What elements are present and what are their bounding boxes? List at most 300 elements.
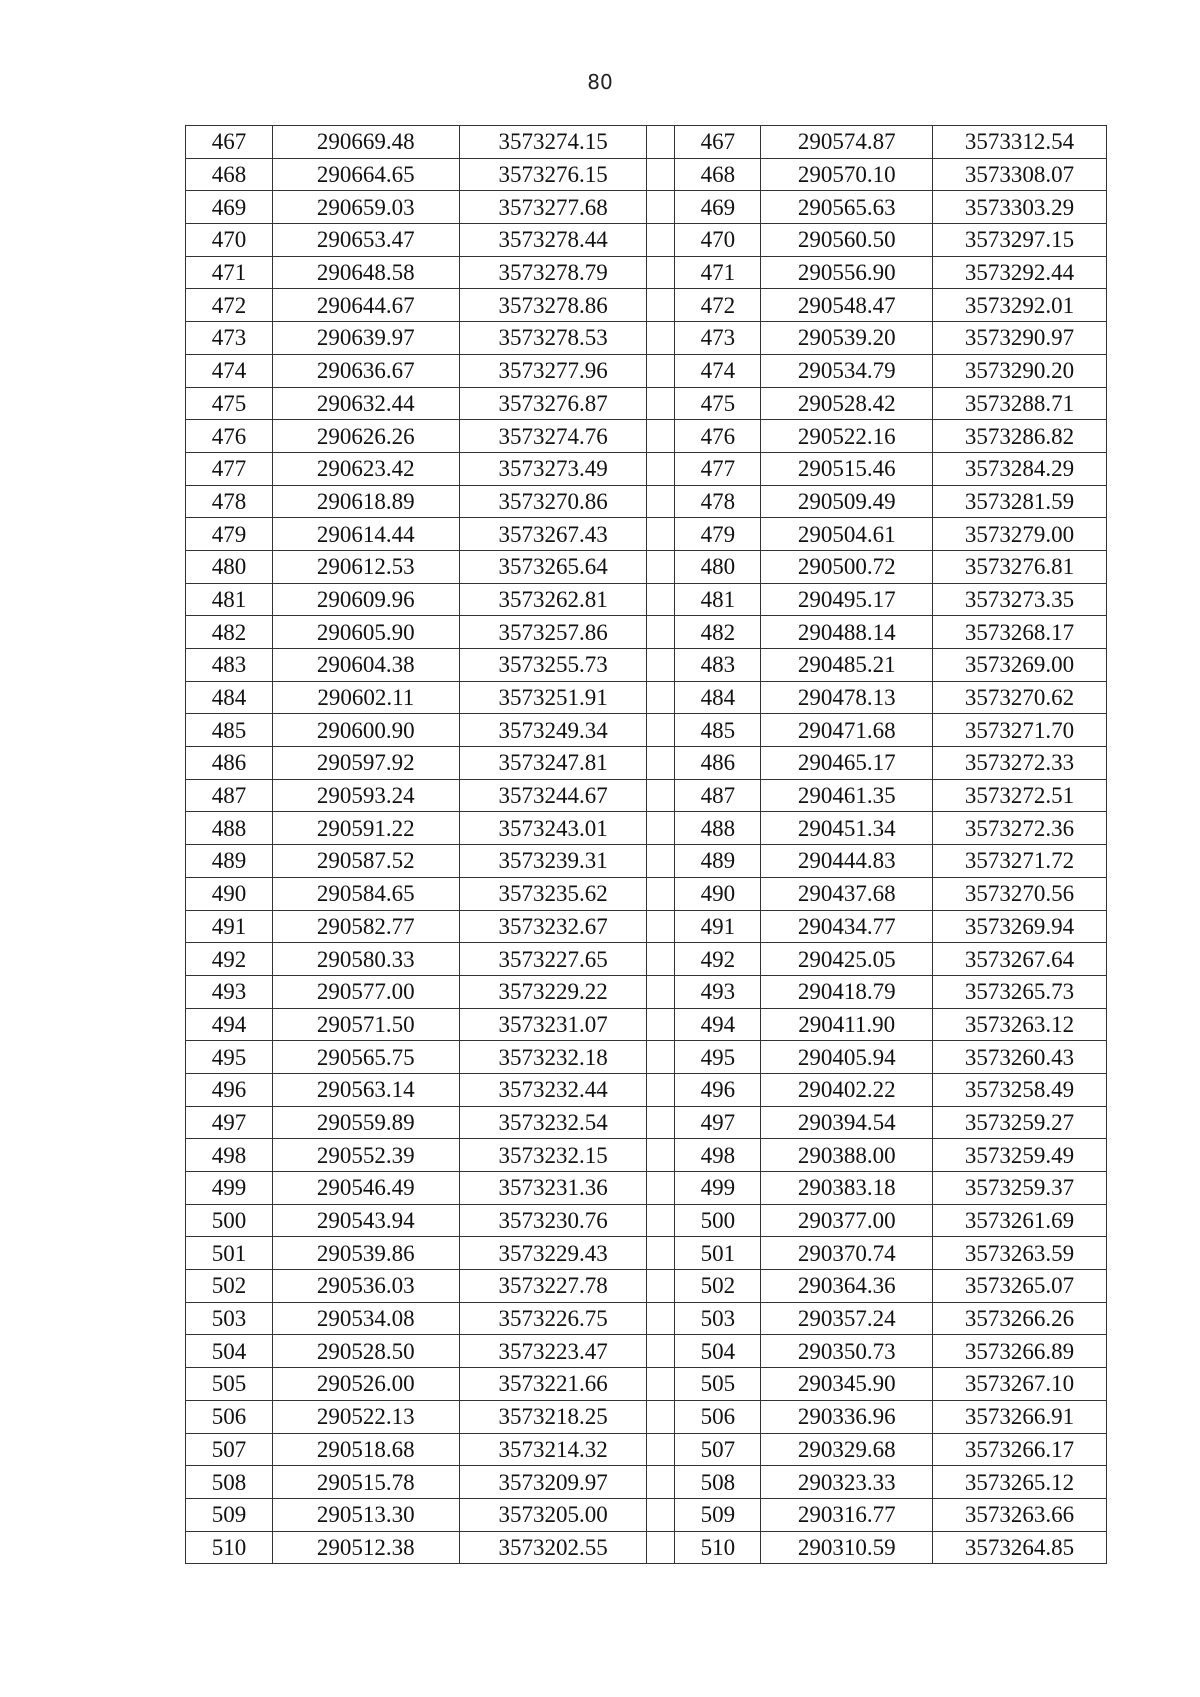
spacer-cell <box>647 1041 675 1074</box>
point-number-right: 472 <box>675 289 761 322</box>
x-coordinate-left: 290565.75 <box>272 1041 459 1074</box>
point-number-right: 489 <box>675 845 761 878</box>
point-number-right: 478 <box>675 485 761 518</box>
x-coordinate-right: 290357.24 <box>761 1302 933 1335</box>
y-coordinate-right: 3573266.26 <box>933 1302 1107 1335</box>
spacer-cell <box>647 1433 675 1466</box>
table-row <box>186 485 1107 518</box>
x-coordinate-left: 290648.58 <box>272 256 459 289</box>
y-coordinate-left: 3573243.01 <box>459 812 647 845</box>
point-number-right: 506 <box>675 1400 761 1433</box>
point-number-right: 497 <box>675 1106 761 1139</box>
x-coordinate-right: 290444.83 <box>761 845 933 878</box>
spacer-cell <box>647 1531 675 1564</box>
spacer-cell <box>647 289 675 322</box>
x-coordinate-right: 290402.22 <box>761 1073 933 1106</box>
point-number-right: 490 <box>675 877 761 910</box>
point-number-right: 473 <box>675 322 761 355</box>
y-coordinate-left: 3573278.86 <box>459 289 647 322</box>
point-number-right: 474 <box>675 354 761 387</box>
spacer-cell <box>647 550 675 583</box>
spacer-cell <box>647 224 675 257</box>
x-coordinate-right: 290451.34 <box>761 812 933 845</box>
spacer-cell <box>647 943 675 976</box>
point-number-right: 485 <box>675 714 761 747</box>
x-coordinate-left: 290626.26 <box>272 420 459 453</box>
y-coordinate-right: 3573265.73 <box>933 975 1107 1008</box>
point-number-right: 471 <box>675 256 761 289</box>
point-number-right: 483 <box>675 649 761 682</box>
x-coordinate-right: 290522.16 <box>761 420 933 453</box>
x-coordinate-right: 290425.05 <box>761 943 933 976</box>
x-coordinate-right: 290471.68 <box>761 714 933 747</box>
point-number-right: 488 <box>675 812 761 845</box>
y-coordinate-left: 3573247.81 <box>459 747 647 780</box>
spacer-cell <box>647 485 675 518</box>
x-coordinate-left: 290582.77 <box>272 910 459 943</box>
y-coordinate-left: 3573255.73 <box>459 649 647 682</box>
spacer-cell <box>647 812 675 845</box>
point-number-right: 467 <box>675 126 761 159</box>
y-coordinate-left: 3573232.18 <box>459 1041 647 1074</box>
y-coordinate-right: 3573303.29 <box>933 191 1107 224</box>
point-number-left: 502 <box>186 1270 273 1303</box>
y-coordinate-left: 3573227.65 <box>459 943 647 976</box>
point-number-right: 487 <box>675 779 761 812</box>
y-coordinate-right: 3573259.27 <box>933 1106 1107 1139</box>
y-coordinate-right: 3573272.36 <box>933 812 1107 845</box>
x-coordinate-left: 290563.14 <box>272 1073 459 1106</box>
x-coordinate-left: 290536.03 <box>272 1270 459 1303</box>
y-coordinate-right: 3573265.07 <box>933 1270 1107 1303</box>
x-coordinate-left: 290602.11 <box>272 681 459 714</box>
x-coordinate-right: 290565.63 <box>761 191 933 224</box>
x-coordinate-left: 290639.97 <box>272 322 459 355</box>
y-coordinate-left: 3573231.07 <box>459 1008 647 1041</box>
table-row <box>186 1335 1107 1368</box>
x-coordinate-left: 290653.47 <box>272 224 459 257</box>
x-coordinate-right: 290434.77 <box>761 910 933 943</box>
y-coordinate-right: 3573264.85 <box>933 1531 1107 1564</box>
y-coordinate-left: 3573202.55 <box>459 1531 647 1564</box>
y-coordinate-right: 3573308.07 <box>933 158 1107 191</box>
x-coordinate-right: 290388.00 <box>761 1139 933 1172</box>
x-coordinate-right: 290534.79 <box>761 354 933 387</box>
table-row <box>186 1400 1107 1433</box>
point-number-left: 476 <box>186 420 273 453</box>
point-number-left: 505 <box>186 1368 273 1401</box>
y-coordinate-left: 3573244.67 <box>459 779 647 812</box>
table-row <box>186 1466 1107 1499</box>
y-coordinate-right: 3573286.82 <box>933 420 1107 453</box>
spacer-cell <box>647 616 675 649</box>
table-row <box>186 1498 1107 1531</box>
point-number-left: 468 <box>186 158 273 191</box>
x-coordinate-right: 290418.79 <box>761 975 933 1008</box>
y-coordinate-left: 3573223.47 <box>459 1335 647 1368</box>
x-coordinate-right: 290515.46 <box>761 452 933 485</box>
spacer-cell <box>647 1270 675 1303</box>
table-row <box>186 387 1107 420</box>
x-coordinate-left: 290593.24 <box>272 779 459 812</box>
y-coordinate-right: 3573266.91 <box>933 1400 1107 1433</box>
x-coordinate-left: 290512.38 <box>272 1531 459 1564</box>
point-number-right: 486 <box>675 747 761 780</box>
table-row <box>186 1368 1107 1401</box>
y-coordinate-right: 3573284.29 <box>933 452 1107 485</box>
y-coordinate-right: 3573269.94 <box>933 910 1107 943</box>
x-coordinate-left: 290559.89 <box>272 1106 459 1139</box>
x-coordinate-right: 290323.33 <box>761 1466 933 1499</box>
x-coordinate-left: 290571.50 <box>272 1008 459 1041</box>
point-number-left: 483 <box>186 649 273 682</box>
point-number-left: 496 <box>186 1073 273 1106</box>
y-coordinate-left: 3573227.78 <box>459 1270 647 1303</box>
y-coordinate-left: 3573251.91 <box>459 681 647 714</box>
table-row <box>186 322 1107 355</box>
point-number-left: 481 <box>186 583 273 616</box>
spacer-cell <box>647 1139 675 1172</box>
table-row <box>186 1172 1107 1205</box>
spacer-cell <box>647 1368 675 1401</box>
x-coordinate-right: 290377.00 <box>761 1204 933 1237</box>
table-row <box>186 1237 1107 1270</box>
x-coordinate-left: 290577.00 <box>272 975 459 1008</box>
y-coordinate-left: 3573239.31 <box>459 845 647 878</box>
y-coordinate-right: 3573281.59 <box>933 485 1107 518</box>
y-coordinate-left: 3573221.66 <box>459 1368 647 1401</box>
point-number-left: 482 <box>186 616 273 649</box>
y-coordinate-left: 3573226.75 <box>459 1302 647 1335</box>
table-row <box>186 1531 1107 1564</box>
x-coordinate-right: 290560.50 <box>761 224 933 257</box>
point-number-left: 504 <box>186 1335 273 1368</box>
x-coordinate-left: 290605.90 <box>272 616 459 649</box>
x-coordinate-right: 290345.90 <box>761 1368 933 1401</box>
y-coordinate-left: 3573214.32 <box>459 1433 647 1466</box>
point-number-right: 475 <box>675 387 761 420</box>
x-coordinate-left: 290528.50 <box>272 1335 459 1368</box>
y-coordinate-left: 3573276.87 <box>459 387 647 420</box>
point-number-right: 493 <box>675 975 761 1008</box>
table-row <box>186 975 1107 1008</box>
y-coordinate-left: 3573265.64 <box>459 550 647 583</box>
page-number: 80 <box>587 70 613 94</box>
point-number-left: 491 <box>186 910 273 943</box>
point-number-left: 498 <box>186 1139 273 1172</box>
spacer-cell <box>647 256 675 289</box>
x-coordinate-right: 290504.61 <box>761 518 933 551</box>
x-coordinate-left: 290604.38 <box>272 649 459 682</box>
y-coordinate-right: 3573263.59 <box>933 1237 1107 1270</box>
x-coordinate-right: 290500.72 <box>761 550 933 583</box>
point-number-right: 477 <box>675 452 761 485</box>
point-number-right: 499 <box>675 1172 761 1205</box>
y-coordinate-right: 3573263.66 <box>933 1498 1107 1531</box>
point-number-right: 492 <box>675 943 761 976</box>
y-coordinate-right: 3573272.33 <box>933 747 1107 780</box>
spacer-cell <box>647 1073 675 1106</box>
spacer-cell <box>647 1400 675 1433</box>
x-coordinate-right: 290461.35 <box>761 779 933 812</box>
y-coordinate-right: 3573290.20 <box>933 354 1107 387</box>
point-number-left: 501 <box>186 1237 273 1270</box>
x-coordinate-left: 290518.68 <box>272 1433 459 1466</box>
y-coordinate-left: 3573209.97 <box>459 1466 647 1499</box>
point-number-left: 507 <box>186 1433 273 1466</box>
table-row <box>186 1139 1107 1172</box>
y-coordinate-right: 3573270.56 <box>933 877 1107 910</box>
point-number-left: 495 <box>186 1041 273 1074</box>
y-coordinate-left: 3573232.44 <box>459 1073 647 1106</box>
spacer-cell <box>647 877 675 910</box>
y-coordinate-left: 3573274.76 <box>459 420 647 453</box>
x-coordinate-right: 290570.10 <box>761 158 933 191</box>
point-number-right: 507 <box>675 1433 761 1466</box>
y-coordinate-left: 3573267.43 <box>459 518 647 551</box>
x-coordinate-left: 290609.96 <box>272 583 459 616</box>
y-coordinate-right: 3573271.70 <box>933 714 1107 747</box>
x-coordinate-left: 290534.08 <box>272 1302 459 1335</box>
point-number-left: 470 <box>186 224 273 257</box>
point-number-right: 481 <box>675 583 761 616</box>
x-coordinate-right: 290509.49 <box>761 485 933 518</box>
point-number-left: 503 <box>186 1302 273 1335</box>
table-row <box>186 550 1107 583</box>
point-number-left: 508 <box>186 1466 273 1499</box>
spacer-cell <box>647 420 675 453</box>
table-row <box>186 1106 1107 1139</box>
table-row <box>186 681 1107 714</box>
point-number-right: 470 <box>675 224 761 257</box>
y-coordinate-left: 3573230.76 <box>459 1204 647 1237</box>
point-number-left: 492 <box>186 943 273 976</box>
x-coordinate-left: 290664.65 <box>272 158 459 191</box>
x-coordinate-right: 290370.74 <box>761 1237 933 1270</box>
point-number-left: 489 <box>186 845 273 878</box>
x-coordinate-left: 290526.00 <box>272 1368 459 1401</box>
x-coordinate-right: 290336.96 <box>761 1400 933 1433</box>
spacer-cell <box>647 779 675 812</box>
y-coordinate-right: 3573266.17 <box>933 1433 1107 1466</box>
point-number-left: 472 <box>186 289 273 322</box>
spacer-cell <box>647 1335 675 1368</box>
x-coordinate-left: 290600.90 <box>272 714 459 747</box>
spacer-cell <box>647 845 675 878</box>
x-coordinate-left: 290546.49 <box>272 1172 459 1205</box>
x-coordinate-right: 290350.73 <box>761 1335 933 1368</box>
y-coordinate-right: 3573290.97 <box>933 322 1107 355</box>
y-coordinate-left: 3573235.62 <box>459 877 647 910</box>
x-coordinate-right: 290437.68 <box>761 877 933 910</box>
point-number-left: 469 <box>186 191 273 224</box>
x-coordinate-right: 290329.68 <box>761 1433 933 1466</box>
x-coordinate-right: 290394.54 <box>761 1106 933 1139</box>
y-coordinate-left: 3573229.22 <box>459 975 647 1008</box>
x-coordinate-left: 290513.30 <box>272 1498 459 1531</box>
x-coordinate-left: 290614.44 <box>272 518 459 551</box>
point-number-left: 473 <box>186 322 273 355</box>
y-coordinate-left: 3573274.15 <box>459 126 647 159</box>
x-coordinate-left: 290644.67 <box>272 289 459 322</box>
y-coordinate-left: 3573218.25 <box>459 1400 647 1433</box>
table-row <box>186 158 1107 191</box>
table-row <box>186 714 1107 747</box>
x-coordinate-right: 290316.77 <box>761 1498 933 1531</box>
table-row <box>186 420 1107 453</box>
table-row <box>186 812 1107 845</box>
table-row <box>186 224 1107 257</box>
x-coordinate-left: 290623.42 <box>272 452 459 485</box>
spacer-cell <box>647 1008 675 1041</box>
y-coordinate-right: 3573268.17 <box>933 616 1107 649</box>
x-coordinate-left: 290552.39 <box>272 1139 459 1172</box>
x-coordinate-left: 290618.89 <box>272 485 459 518</box>
point-number-right: 469 <box>675 191 761 224</box>
spacer-cell <box>647 714 675 747</box>
point-number-right: 504 <box>675 1335 761 1368</box>
x-coordinate-left: 290632.44 <box>272 387 459 420</box>
x-coordinate-left: 290612.53 <box>272 550 459 583</box>
table-row <box>186 1302 1107 1335</box>
y-coordinate-right: 3573265.12 <box>933 1466 1107 1499</box>
y-coordinate-left: 3573277.68 <box>459 191 647 224</box>
y-coordinate-left: 3573278.79 <box>459 256 647 289</box>
spacer-cell <box>647 1172 675 1205</box>
point-number-left: 486 <box>186 747 273 780</box>
spacer-cell <box>647 910 675 943</box>
spacer-cell <box>647 158 675 191</box>
point-number-right: 510 <box>675 1531 761 1564</box>
y-coordinate-left: 3573270.86 <box>459 485 647 518</box>
x-coordinate-right: 290556.90 <box>761 256 933 289</box>
table-row <box>186 943 1107 976</box>
y-coordinate-right: 3573273.35 <box>933 583 1107 616</box>
spacer-cell <box>647 452 675 485</box>
y-coordinate-left: 3573273.49 <box>459 452 647 485</box>
point-number-left: 488 <box>186 812 273 845</box>
y-coordinate-left: 3573205.00 <box>459 1498 647 1531</box>
y-coordinate-left: 3573257.86 <box>459 616 647 649</box>
x-coordinate-left: 290636.67 <box>272 354 459 387</box>
table-row <box>186 616 1107 649</box>
x-coordinate-right: 290495.17 <box>761 583 933 616</box>
point-number-right: 495 <box>675 1041 761 1074</box>
spacer-cell <box>647 975 675 1008</box>
point-number-right: 468 <box>675 158 761 191</box>
table-row <box>186 779 1107 812</box>
x-coordinate-left: 290580.33 <box>272 943 459 976</box>
x-coordinate-left: 290522.13 <box>272 1400 459 1433</box>
point-number-left: 510 <box>186 1531 273 1564</box>
table-row <box>186 910 1107 943</box>
point-number-left: 493 <box>186 975 273 1008</box>
y-coordinate-left: 3573277.96 <box>459 354 647 387</box>
point-number-left: 485 <box>186 714 273 747</box>
x-coordinate-right: 290488.14 <box>761 616 933 649</box>
point-number-left: 474 <box>186 354 273 387</box>
point-number-right: 476 <box>675 420 761 453</box>
spacer-cell <box>647 191 675 224</box>
point-number-right: 498 <box>675 1139 761 1172</box>
x-coordinate-left: 290597.92 <box>272 747 459 780</box>
point-number-right: 508 <box>675 1466 761 1499</box>
point-number-left: 484 <box>186 681 273 714</box>
point-number-left: 480 <box>186 550 273 583</box>
coordinates-table <box>185 125 1107 1564</box>
y-coordinate-right: 3573263.12 <box>933 1008 1107 1041</box>
y-coordinate-left: 3573249.34 <box>459 714 647 747</box>
y-coordinate-right: 3573276.81 <box>933 550 1107 583</box>
point-number-left: 494 <box>186 1008 273 1041</box>
y-coordinate-right: 3573266.89 <box>933 1335 1107 1368</box>
spacer-cell <box>647 1237 675 1270</box>
y-coordinate-right: 3573269.00 <box>933 649 1107 682</box>
point-number-left: 475 <box>186 387 273 420</box>
table-row <box>186 1041 1107 1074</box>
y-coordinate-right: 3573272.51 <box>933 779 1107 812</box>
point-number-right: 505 <box>675 1368 761 1401</box>
x-coordinate-left: 290587.52 <box>272 845 459 878</box>
point-number-left: 487 <box>186 779 273 812</box>
spacer-cell <box>647 681 675 714</box>
y-coordinate-right: 3573312.54 <box>933 126 1107 159</box>
point-number-left: 497 <box>186 1106 273 1139</box>
point-number-right: 479 <box>675 518 761 551</box>
point-number-right: 509 <box>675 1498 761 1531</box>
y-coordinate-left: 3573229.43 <box>459 1237 647 1270</box>
y-coordinate-right: 3573259.49 <box>933 1139 1107 1172</box>
spacer-cell <box>647 518 675 551</box>
point-number-right: 500 <box>675 1204 761 1237</box>
point-number-right: 484 <box>675 681 761 714</box>
table-row <box>186 256 1107 289</box>
point-number-left: 499 <box>186 1172 273 1205</box>
x-coordinate-left: 290543.94 <box>272 1204 459 1237</box>
table-row <box>186 1270 1107 1303</box>
x-coordinate-right: 290485.21 <box>761 649 933 682</box>
x-coordinate-right: 290465.17 <box>761 747 933 780</box>
table-row <box>186 649 1107 682</box>
table-row <box>186 1204 1107 1237</box>
point-number-right: 491 <box>675 910 761 943</box>
y-coordinate-left: 3573262.81 <box>459 583 647 616</box>
spacer-cell <box>647 1204 675 1237</box>
y-coordinate-right: 3573270.62 <box>933 681 1107 714</box>
y-coordinate-right: 3573271.72 <box>933 845 1107 878</box>
point-number-left: 467 <box>186 126 273 159</box>
y-coordinate-right: 3573259.37 <box>933 1172 1107 1205</box>
y-coordinate-right: 3573258.49 <box>933 1073 1107 1106</box>
y-coordinate-right: 3573292.01 <box>933 289 1107 322</box>
table-row <box>186 452 1107 485</box>
y-coordinate-left: 3573232.15 <box>459 1139 647 1172</box>
spacer-cell <box>647 747 675 780</box>
y-coordinate-right: 3573267.64 <box>933 943 1107 976</box>
table-row <box>186 1433 1107 1466</box>
point-number-right: 496 <box>675 1073 761 1106</box>
table-row <box>186 191 1107 224</box>
y-coordinate-left: 3573278.53 <box>459 322 647 355</box>
x-coordinate-right: 290539.20 <box>761 322 933 355</box>
table-row <box>186 747 1107 780</box>
spacer-cell <box>647 126 675 159</box>
spacer-cell <box>647 1106 675 1139</box>
table-row <box>186 1073 1107 1106</box>
spacer-cell <box>647 387 675 420</box>
x-coordinate-right: 290478.13 <box>761 681 933 714</box>
y-coordinate-right: 3573267.10 <box>933 1368 1107 1401</box>
